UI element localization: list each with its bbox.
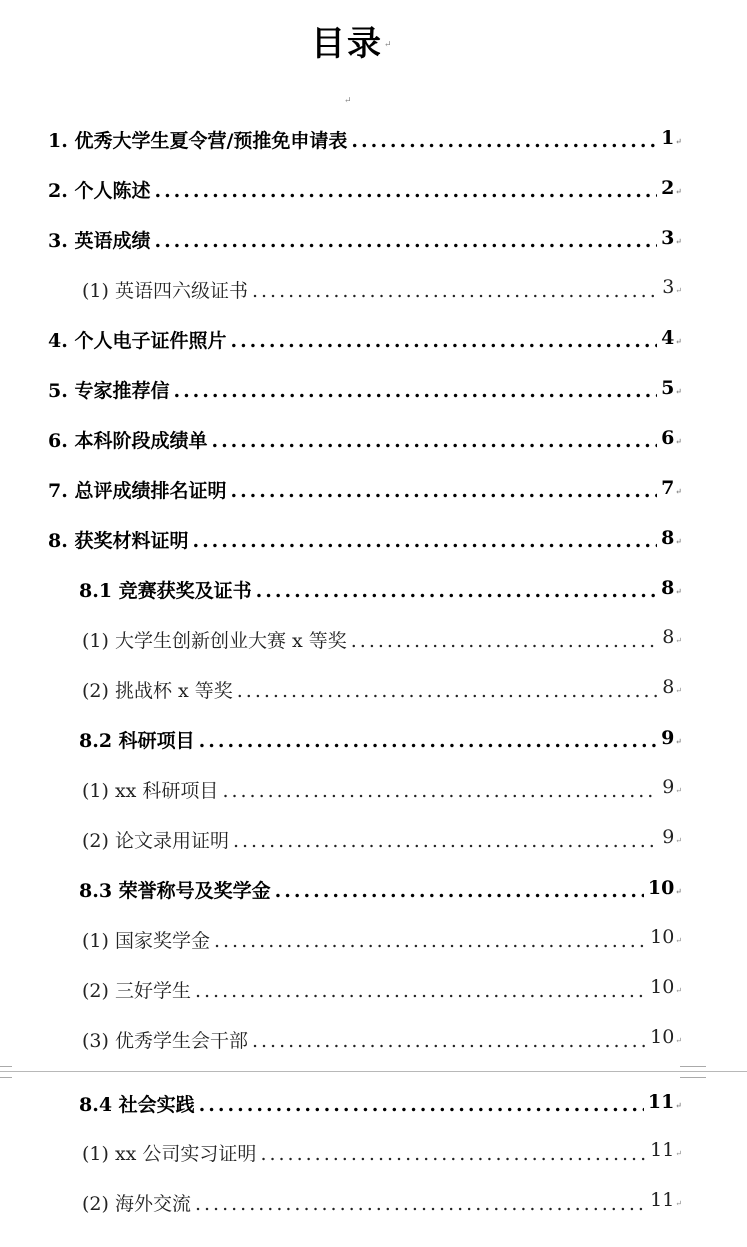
leader-dots xyxy=(237,676,658,706)
toc-entry-page: 3 ↵ xyxy=(661,223,682,256)
toc-entry-label: (2) 海外交流 xyxy=(82,1193,191,1215)
toc-entry[interactable] xyxy=(79,1090,682,1120)
toc-entry-label: (1) 英语四六级证书 xyxy=(82,280,248,302)
leader-dots xyxy=(351,626,658,656)
toc-entry-label: 7. 总评成绩排名证明 xyxy=(48,480,227,502)
toc-entry[interactable] xyxy=(82,926,682,956)
toc-entry[interactable] xyxy=(48,226,682,256)
leader-dots xyxy=(154,226,657,256)
toc-entry-page: 8 ↵ xyxy=(662,622,682,656)
toc-entry-label: 3. 英语成绩 xyxy=(48,230,151,252)
toc-entry-label: (2) 论文录用证明 xyxy=(82,830,229,852)
toc-entry[interactable] xyxy=(79,576,682,606)
leader-dots xyxy=(260,1139,646,1169)
toc-entry[interactable] xyxy=(79,876,682,906)
toc-entry-label: 8. 获奖材料证明 xyxy=(48,530,189,552)
toc-entry-label: 2. 个人陈述 xyxy=(48,180,151,202)
toc-entry-label: (3) 优秀学生会干部 xyxy=(82,1030,248,1052)
toc-entry[interactable] xyxy=(82,626,682,656)
toc-entry-page: 10 ↵ xyxy=(650,972,682,1006)
toc-entry-page: 5 ↵ xyxy=(661,373,682,406)
toc-entry-page: 11 ↵ xyxy=(650,1135,682,1169)
toc-entry[interactable] xyxy=(82,776,682,806)
toc-entry-page: 10 ↵ xyxy=(650,1022,682,1056)
leader-dots xyxy=(256,576,657,606)
leader-dots xyxy=(222,776,658,806)
leader-dots xyxy=(233,826,658,856)
toc-entry[interactable] xyxy=(82,1189,682,1219)
toc-entry[interactable] xyxy=(48,176,682,206)
page-break-marker-left xyxy=(0,1066,12,1078)
toc-entry-label: (1) xx 科研项目 xyxy=(82,780,219,802)
toc-entry-page: 9 ↵ xyxy=(662,772,682,806)
toc-entry-page: 10 ↵ xyxy=(648,873,682,906)
page-break-line xyxy=(0,1071,747,1072)
leader-dots xyxy=(192,526,657,556)
toc-entry-label: 8.1 竞赛获奖及证书 xyxy=(79,580,252,602)
paragraph-mark: ↵ xyxy=(384,40,392,50)
toc-entry[interactable] xyxy=(82,976,682,1006)
leader-dots xyxy=(230,476,657,506)
leader-dots xyxy=(199,726,657,756)
toc-entry[interactable] xyxy=(48,526,682,556)
leader-dots xyxy=(154,176,657,206)
toc-entry[interactable] xyxy=(82,676,682,706)
toc-entry[interactable] xyxy=(48,126,682,156)
toc-entry-page: 11 ↵ xyxy=(648,1087,682,1120)
toc-entry-page: 10 ↵ xyxy=(650,922,682,956)
toc-entry[interactable] xyxy=(82,276,682,306)
toc-entry-label: (2) 挑战杯 x 等奖 xyxy=(82,680,233,702)
toc-entry-label: 5. 专家推荐信 xyxy=(48,380,170,402)
toc-entry[interactable] xyxy=(48,376,682,406)
toc-entry-label: (1) 大学生创新创业大赛 x 等奖 xyxy=(82,630,347,652)
toc-entry-page: 7 ↵ xyxy=(661,473,682,506)
toc-entry-label: (1) 国家奖学金 xyxy=(82,930,210,952)
toc-entry[interactable] xyxy=(48,426,682,456)
toc-entry-page: 8 ↵ xyxy=(661,523,682,556)
leader-dots xyxy=(211,426,657,456)
leader-dots xyxy=(275,876,644,906)
toc-entry-label: 4. 个人电子证件照片 xyxy=(48,330,227,352)
toc-entry-page: 2 ↵ xyxy=(661,173,682,206)
toc-entry[interactable] xyxy=(82,1026,682,1056)
leader-dots xyxy=(230,326,657,356)
toc-entry-label: (2) 三好学生 xyxy=(82,980,191,1002)
leader-dots xyxy=(252,1026,646,1056)
leader-dots xyxy=(195,976,646,1006)
toc-entry-page: 9 ↵ xyxy=(661,723,682,756)
leader-dots xyxy=(199,1090,644,1120)
toc-entry-label: 8.2 科研项目 xyxy=(79,730,195,752)
toc-entry-label: 8.4 社会实践 xyxy=(79,1094,195,1116)
paragraph-mark: ↵ xyxy=(344,96,352,106)
toc-entry-page: 8 ↵ xyxy=(662,672,682,706)
toc-entry[interactable] xyxy=(48,326,682,356)
toc-entry-page: 9 ↵ xyxy=(662,822,682,856)
toc-entry-page: 1 ↵ xyxy=(661,123,682,156)
toc-entry[interactable] xyxy=(82,1139,682,1169)
toc-entry-page: 11 ↵ xyxy=(650,1185,682,1219)
toc-entry-label: 6. 本科阶段成绩单 xyxy=(48,430,208,452)
toc-entry[interactable] xyxy=(48,476,682,506)
toc-entry-label: (1) xx 公司实习证明 xyxy=(82,1143,257,1165)
leader-dots xyxy=(351,126,657,156)
leader-dots xyxy=(173,376,657,406)
toc-entry-page: 6 ↵ xyxy=(661,423,682,456)
page-title: 目录 xyxy=(311,24,383,64)
leader-dots xyxy=(252,276,658,306)
toc-entry-label: 8.3 荣誉称号及奖学金 xyxy=(79,880,271,902)
toc-entry-page: 4 ↵ xyxy=(661,323,682,356)
leader-dots xyxy=(214,926,646,956)
toc-entry-page: 8 ↵ xyxy=(661,573,682,606)
toc-entry-page: 3 ↵ xyxy=(662,272,682,306)
toc-entry[interactable] xyxy=(79,726,682,756)
toc-entry-label: 1. 优秀大学生夏令营/预推免申请表 xyxy=(48,130,348,152)
page-break-marker-right xyxy=(680,1066,706,1078)
toc-entry[interactable] xyxy=(82,826,682,856)
leader-dots xyxy=(195,1189,646,1219)
